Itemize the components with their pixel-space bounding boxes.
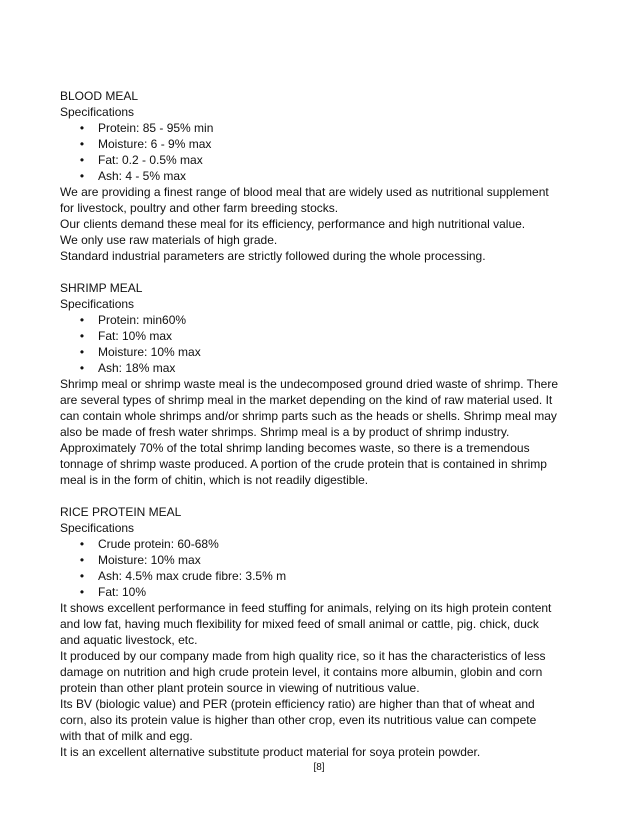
spec-item bbox=[60, 152, 590, 168]
paragraph-line: damage on nutrition and high crude protein level, it contains more albumin, globin and corn bbox=[60, 665, 543, 679]
paragraph-line: Its BV (biologic value) and PER (protein efficiency ratio) are higher than that of wheat and bbox=[60, 697, 535, 711]
spec-item bbox=[60, 584, 590, 600]
bullet-icon: • bbox=[79, 137, 85, 151]
paragraph-line: are several types of shrimp meal in the market depending on the kind of raw material used. It bbox=[60, 393, 553, 407]
paragraph-line: It is an excellent alternative substitute product material for soya protein powder. bbox=[60, 745, 481, 759]
paragraph-line: protein than other plant protein source in viewing of nutritious value. bbox=[60, 681, 420, 695]
spec-list bbox=[60, 120, 590, 184]
bullet-icon: • bbox=[79, 329, 85, 343]
paragraph-line: We are providing a finest range of blood meal that are widely used as nutritional supplement bbox=[60, 185, 549, 199]
section-title: BLOOD MEAL bbox=[60, 89, 139, 103]
spec-item bbox=[60, 136, 590, 152]
spec-list bbox=[60, 312, 590, 376]
spec-text: Fat: 10% bbox=[98, 585, 147, 599]
spec-item bbox=[60, 536, 590, 552]
paragraph-line: It produced by our company made from high quality rice, so it has the characteristics of less bbox=[60, 649, 546, 663]
spec-item bbox=[60, 568, 590, 584]
paragraph-line: Approximately 70% of the total shrimp landing becomes waste, so there is a tremendous bbox=[60, 441, 530, 455]
paragraph-line: and aquatic livestock, etc. bbox=[60, 633, 198, 647]
paragraph-line: corn, also its protein value is higher than other crop, even its nutritious value can compete bbox=[60, 713, 537, 727]
paragraph-line: and low fat, having much flexibility for mixed feed of small animal or cattle, pig. chick, duck bbox=[60, 617, 539, 631]
paragraph-line: It shows excellent performance in feed stuffing for animals, relying on its high protein content bbox=[60, 601, 552, 615]
paragraph-line: Our clients demand these meal for its efficiency, performance and high nutritional value. bbox=[60, 217, 526, 231]
spec-text: Moisture: 10% max bbox=[98, 553, 201, 567]
spec-text: Moisture: 6 - 9% max bbox=[98, 137, 212, 151]
bullet-icon: • bbox=[79, 585, 85, 599]
paragraph-line: We only use raw materials of high grade. bbox=[60, 233, 278, 247]
paragraph-line: Shrimp meal or shrimp waste meal is the undecomposed ground dried waste of shrimp. There bbox=[60, 377, 559, 391]
paragraph-line: for livestock, poultry and other farm breeding stocks. bbox=[60, 201, 339, 215]
spec-text: Fat: 0.2 - 0.5% max bbox=[98, 153, 203, 167]
bullet-icon: • bbox=[79, 153, 85, 167]
bullet-icon: • bbox=[79, 361, 85, 375]
specifications-label: Specifications bbox=[60, 521, 135, 535]
specifications-label: Specifications bbox=[60, 297, 135, 311]
specifications-label: Specifications bbox=[60, 105, 135, 119]
bullet-icon: • bbox=[79, 169, 85, 183]
section-paragraph bbox=[60, 376, 590, 488]
spec-list bbox=[60, 536, 590, 600]
paragraph-line: meal is in the form of chitin, which is not readily digestible. bbox=[60, 473, 369, 487]
spec-item bbox=[60, 344, 590, 360]
spec-item bbox=[60, 168, 590, 184]
spec-text: Ash: 4 - 5% max bbox=[98, 169, 187, 183]
section-title: RICE PROTEIN MEAL bbox=[60, 505, 182, 519]
bullet-icon: • bbox=[79, 569, 85, 583]
spec-item bbox=[60, 120, 590, 136]
bullet-icon: • bbox=[79, 553, 85, 567]
section-title: SHRIMP MEAL bbox=[60, 281, 143, 295]
section-shrimp-meal bbox=[60, 280, 590, 488]
bullet-icon: • bbox=[79, 121, 85, 135]
paragraph-line: tonnage of shrimp waste produced. A portion of the crude protein that is contained in shrimp bbox=[60, 457, 547, 471]
spec-text: Moisture: 10% max bbox=[98, 345, 201, 359]
section-paragraph bbox=[60, 600, 590, 760]
section-paragraph bbox=[60, 184, 590, 264]
page-content bbox=[60, 88, 590, 760]
spec-item bbox=[60, 328, 590, 344]
paragraph-line: can contain whole shrimps and/or shrimp parts such as the heads or shells. Shrimp meal may bbox=[60, 409, 557, 423]
page-number: [8] bbox=[313, 762, 325, 773]
spec-item bbox=[60, 312, 590, 328]
spec-text: Protein: min60% bbox=[98, 313, 187, 327]
spec-text: Ash: 18% max bbox=[98, 361, 176, 375]
section-blood-meal bbox=[60, 88, 590, 264]
spec-item bbox=[60, 360, 590, 376]
spec-text: Ash: 4.5% max crude fibre: 3.5% m bbox=[98, 569, 287, 583]
spec-text: Crude protein: 60-68% bbox=[98, 537, 219, 551]
section-rice-protein-meal bbox=[60, 504, 590, 760]
spec-item bbox=[60, 552, 590, 568]
spec-text: Fat: 10% max bbox=[98, 329, 173, 343]
bullet-icon: • bbox=[79, 537, 85, 551]
bullet-icon: • bbox=[79, 345, 85, 359]
spec-text: Protein: 85 - 95% min bbox=[98, 121, 214, 135]
paragraph-line: also be made of fresh water shrimps. Shrimp meal is a by product of shrimp industry. bbox=[60, 425, 510, 439]
paragraph-line: with that of milk and egg. bbox=[60, 729, 193, 743]
bullet-icon: • bbox=[79, 313, 85, 327]
paragraph-line: Standard industrial parameters are strictly followed during the whole processing. bbox=[60, 249, 486, 263]
